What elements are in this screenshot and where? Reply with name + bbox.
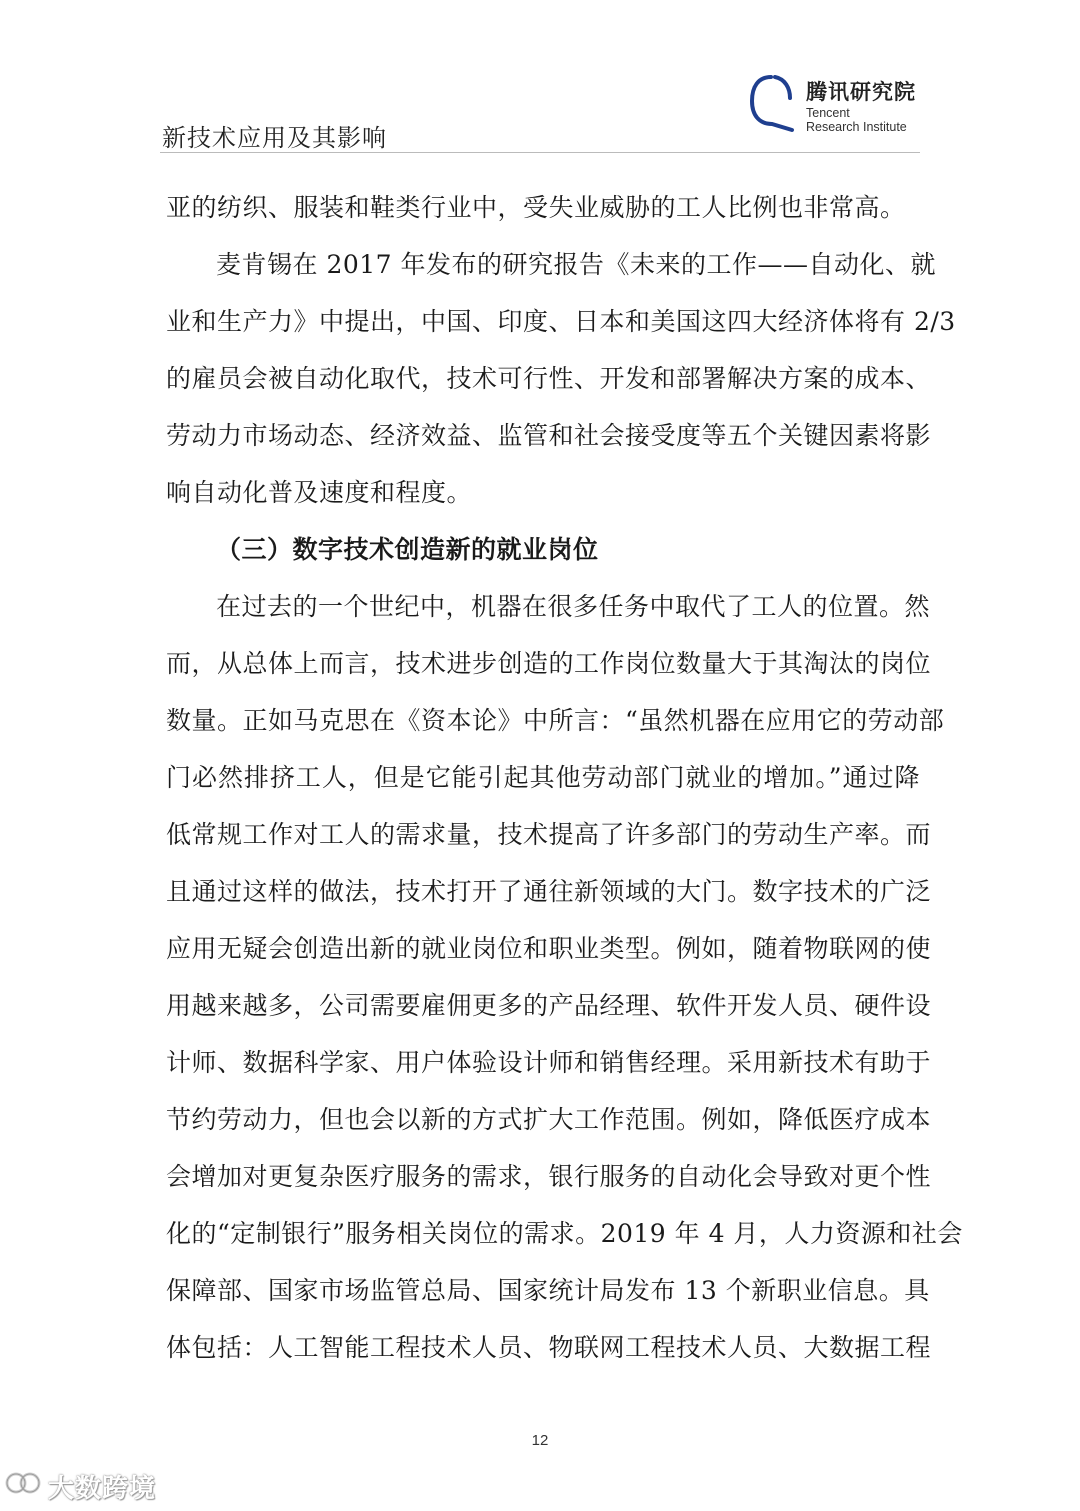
tencent-q-logo-icon [748, 74, 800, 136]
header-divider [160, 152, 920, 153]
paragraph-line: 低常规工作对工人的需求量，技术提高了许多部门的劳动生产率。而 [166, 820, 932, 849]
logo-english-line-2: Research Institute [806, 120, 907, 134]
watermark-logo-icon [4, 1466, 44, 1500]
paragraph-line: 节约劳动力，但也会以新的方式扩大工作范围。例如，降低医疗成本 [166, 1105, 932, 1134]
paragraph-line: 的雇员会被自动化取代，技术可行性、开发和部署解决方案的成本、 [166, 364, 932, 393]
paragraph-line: 门必然排挤工人，但是它能引起其他劳动部门就业的增加。”通过降 [166, 763, 920, 792]
watermark [4, 1464, 164, 1504]
paragraph-line: 在过去的一个世纪中，机器在很多任务中取代了工人的位置。然 [216, 592, 931, 621]
logo-english-name [806, 106, 907, 134]
document-title: 新技术应用及其影响 [162, 124, 387, 152]
paragraph-line: 业和生产力》中提出，中国、印度、日本和美国这四大经济体将有 2/3 [166, 307, 956, 336]
paragraph-line: 化的“定制银行”服务相关岗位的需求。2019 年 4 月，人力资源和社会 [166, 1219, 963, 1248]
paragraph-line: 保障部、国家市场监管总局、国家统计局发布 13 个新职业信息。具 [166, 1276, 930, 1305]
paragraph-line: 而，从总体上而言，技术进步创造的工作岗位数量大于其淘汰的岗位 [166, 649, 932, 678]
paragraph-line: 且通过这样的做法，技术打开了通往新领域的大门。数字技术的广泛 [166, 877, 932, 906]
paragraph-line: 用越来越多，公司需要雇佣更多的产品经理、软件开发人员、硬件设 [166, 991, 932, 1020]
paragraph-line: 响自动化普及速度和程度。 [166, 478, 473, 507]
logo-chinese-name: 腾讯研究院 [806, 80, 916, 104]
paragraph-line: 劳动力市场动态、经济效益、监管和社会接受度等五个关键因素将影 [166, 421, 932, 450]
paragraph-line: 会增加对更复杂医疗服务的需求，银行服务的自动化会导致对更个性 [166, 1162, 932, 1191]
section-heading: （三）数字技术创造新的就业岗位 [216, 535, 599, 564]
paragraph-line: 体包括：人工智能工程技术人员、物联网工程技术人员、大数据工程 [166, 1333, 932, 1362]
paragraph-line: 计师、数据科学家、用户体验设计师和销售经理。采用新技术有助于 [166, 1048, 932, 1077]
tencent-research-logo [748, 74, 928, 138]
watermark-text: 大数跨境 [48, 1474, 157, 1504]
paragraph-line: 应用无疑会创造出新的就业岗位和职业类型。例如，随着物联网的使 [166, 934, 932, 963]
page-number: 12 [531, 1432, 549, 1449]
paragraph-line: 数量。正如马克思在《资本论》中所言：“虽然机器在应用它的劳动部 [166, 706, 945, 735]
paragraph-line: 麦肯锡在 2017 年发布的研究报告《未来的工作——自动化、就 [216, 250, 937, 279]
paragraph-line: 亚的纺织、服装和鞋类行业中，受失业威胁的工人比例也非常高。 [166, 193, 906, 222]
logo-english-line-1: Tencent [806, 106, 850, 120]
